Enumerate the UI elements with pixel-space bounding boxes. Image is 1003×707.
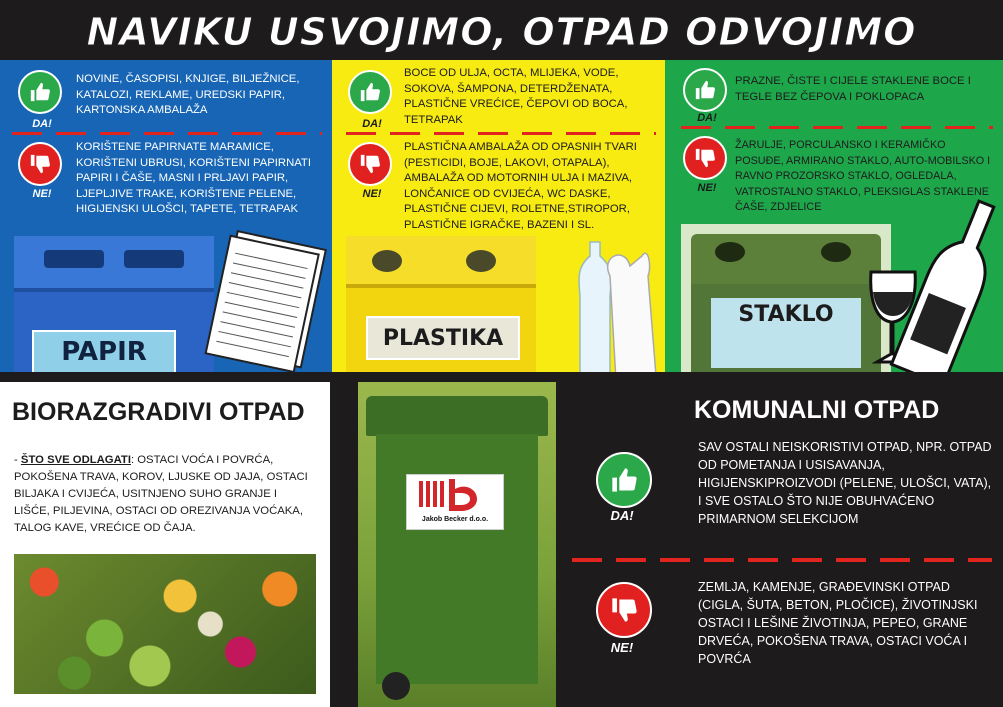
paper-bin-label: PAPIR xyxy=(61,337,147,367)
plastic-panel xyxy=(332,60,665,372)
glass-bin-label: STAKLO xyxy=(738,302,834,327)
da-label: DA! xyxy=(362,118,382,130)
ne-label: NE! xyxy=(362,188,382,200)
thumbs-down-icon xyxy=(348,142,392,186)
food-waste-image xyxy=(14,554,316,694)
da-label: DA! xyxy=(32,118,52,130)
plastic-no-text: PLASTIČNA AMBALAŽA OD OPASNIH TVARI (PESTICIDI, BOJE, LAKOVI, OTAPALA), AMBALAŽA OD MOTORNIH ULJA I MAZIVA, LONČANICE OD CVIJEĆA, WC DASKE, PLASTIČNE CIJEVI, ROLETNE,STIROPOR, PLASTIČNE IGRAČKE, BAZENI I SL. xyxy=(404,141,637,231)
thumbs-down-icon xyxy=(596,582,652,638)
municipal-no-text: ZEMLJA, KAMENJE, GRAĐEVINSKI OTPAD (CIGLA, ŠUTA, BETON, PLOČICE), ŽIVOTINJSKI OSTACI I LEŠINE ŽIVOTINJA, PEPEO, GRANE DRVEĆA, POKOŠENA TRAVA, OSTACI VOĆA I POVRĆA xyxy=(698,580,978,666)
paper-bin-image xyxy=(14,236,214,372)
biodegradable-lead: ŠTO SVE ODLAGATI xyxy=(20,454,131,466)
brand-logo xyxy=(407,475,503,511)
thumbs-up-icon xyxy=(348,70,392,114)
newspaper-icon xyxy=(196,220,331,380)
green-bin-image xyxy=(358,382,556,707)
biodegradable-list: : OSTACI VOĆA I POVRĆA, POKOŠENA TRAVA, KOROV, LJUSKE OD JAJA, OSTACI BILJAKA I CVIJEĆA, USITNJENO SUHO GRANJE I LIŠĆE, PILJEVINA, OSTACI OD OREZIVANJA VOĆAKA, TALOG KAVE, VREĆICE OD ČAJA. xyxy=(14,454,308,534)
paper-panel xyxy=(0,60,332,372)
bullet: - xyxy=(14,454,18,466)
thumbs-up-icon xyxy=(18,70,62,114)
paper-yes-text: NOVINE, ČASOPISI, KNJIGE, BILJEŽNICE, KATALOZI, REKLAME, UREDSKI PAPIR, KARTONSKA AMBALAŽA xyxy=(76,73,300,116)
thumbs-up-icon xyxy=(596,452,652,508)
brand-sticker xyxy=(406,474,504,530)
biodegradable-text xyxy=(14,452,314,537)
paper-no-text: KORIŠTENE PAPIRNATE MARAMICE, KORIŠTENI UBRUSI, KORIŠTENI PAPIRNATI PAPIRI I ČAŠE, MASNI I PRLJAVI PAPIR, LJEPLJIVE TRAKE, KORIŠTENE PELENE, HIGIJENSKI ULOŠCI, TAPETE, TETRAPAK xyxy=(76,141,311,215)
biodegradable-heading: BIORAZGRADIVI OTPAD xyxy=(12,398,305,426)
plastic-yes-text: BOCE OD ULJA, OCTA, MLIJEKA, VODE, SOKOVA, ŠAMPONA, DETERDŽENATA, PLASTIČNE VREĆICE, ČEPOVI OD BOCA, TETRAPAK xyxy=(404,67,628,126)
da-label: DA! xyxy=(610,508,634,523)
plastic-bin-image xyxy=(346,236,536,372)
glass-no-text: ŽARULJE, PORCULANSKO I KERAMIČKO POSUĐE, ARMIRANO STAKLO, AUTO-MOBILSKO I RAVNO PROZORSKO STAKLO, OGLEDALA, VATROSTALNO STAKLO, PLEKSIGLAS STAKLENE ČAŠE, ZDJELICE xyxy=(735,139,991,213)
glass-yes-text: PRAZNE, ČISTE I CIJELE STAKLENE BOCE I TEGLE BEZ ČEPOVA I POKLOPACA xyxy=(735,75,971,103)
thumbs-down-icon xyxy=(18,142,62,186)
da-label: DA! xyxy=(697,112,717,124)
divider xyxy=(681,126,993,129)
ne-label: NE! xyxy=(697,182,717,194)
ne-label: NE! xyxy=(32,188,52,200)
divider xyxy=(572,558,992,562)
municipal-heading: KOMUNALNI OTPAD xyxy=(694,396,940,424)
page-title: NAVIKU USVOJIMO, OTPAD ODVOJIMO xyxy=(86,10,917,54)
divider xyxy=(12,132,322,135)
brand-name: Jakob Becker d.o.o. xyxy=(421,516,489,523)
divider xyxy=(346,132,656,135)
wine-bottle-icon xyxy=(843,192,1003,392)
municipal-section xyxy=(556,372,1003,707)
plastic-bin-label: PLASTIKA xyxy=(382,325,504,351)
municipal-yes-text: SAV OSTALI NEISKORISTIVI OTPAD, NPR. OTPAD OD POMETANJA I USISAVANJA, HIGIJENSKIPROIZVODI (PELENE, ULOŠCI, VATA), I SVE OSTALO ŠTO NIJE OBUHVAĆENO PRIMARNOM SELEKCIJOM xyxy=(698,440,992,526)
bottle-bag-icon xyxy=(530,236,660,386)
biodegradable-section xyxy=(0,382,330,707)
thumbs-up-icon xyxy=(683,68,727,112)
ne-label: NE! xyxy=(610,640,634,655)
thumbs-down-icon xyxy=(683,136,727,180)
glass-panel xyxy=(665,60,1003,372)
